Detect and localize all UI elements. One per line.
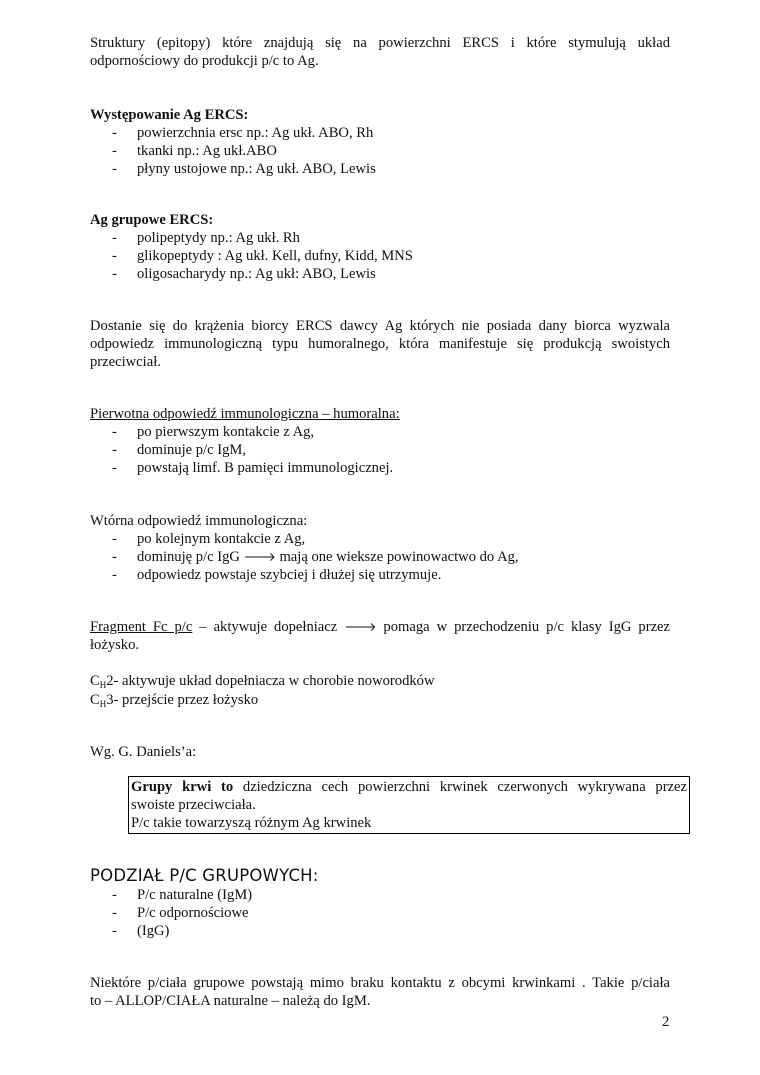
list-item-text: dominuję p/c IgG: [137, 549, 240, 565]
dostanie-paragraph: [90, 317, 670, 371]
dash-marker: -: [112, 531, 117, 547]
dash-marker: -: [112, 125, 117, 141]
list-item-text: polipeptydy np.: Ag ukł. Rh: [137, 230, 300, 246]
arrow-right-icon: 🡒: [243, 550, 276, 564]
dash-marker: -: [112, 905, 117, 921]
fragment-paragraph: [90, 618, 670, 654]
dostanie-line-2: odpowiedz immunologiczną typu humoralnego, która manifestuje się produkcją swoistych: [90, 336, 670, 352]
ch3-line: [90, 691, 670, 710]
list-item: [90, 548, 670, 566]
box-line-1-text: dziedziczna cech powierzchni krwinek czerwonych wykrywana przez: [233, 779, 688, 795]
dash-marker: -: [112, 143, 117, 159]
list-item: [90, 904, 670, 922]
pierwotna-title: Pierwotna odpowiedź immunologiczna – humoralna:: [90, 406, 400, 422]
niektore-line-2: to – ALLOP/CIAŁA naturalne – należą do IgM.: [90, 993, 371, 1009]
ch-letter: C: [90, 692, 100, 708]
niektore-paragraph: [90, 974, 670, 1010]
arrow-right-icon: 🡒: [344, 620, 377, 634]
ch3-text: 3- przejście przez łożysko: [106, 692, 259, 708]
podzial-title: PODZIAŁ P/C GRUPOWYCH:: [90, 866, 319, 885]
fragment-text-2: pomaga w przechodzeniu p/c klasy IgG przez: [376, 619, 671, 635]
list-item: [90, 886, 670, 904]
list-item-text: glikopeptydy : Ag ukł. Kell, dufny, Kidd, MNS: [137, 248, 413, 264]
fragment-line-1: [90, 618, 670, 636]
list-item-text: P/c odpornościowe: [137, 905, 249, 921]
fragment-text-1: – aktywuje dopełniacz: [192, 619, 345, 635]
box-line-3: P/c takie towarzyszą różnym Ag krwinek: [131, 815, 372, 831]
ch-section: [90, 672, 670, 710]
list-item: [90, 247, 670, 265]
intro-line-2: odpornościowy do produkcji p/c to Ag.: [90, 53, 319, 69]
grupowe-list: [90, 229, 670, 283]
intro-line-1: Struktury (epitopy) które znajdują się na powierzchni ERCS i które stymulują układ: [90, 35, 670, 51]
box-line-2: swoiste przeciwciała.: [131, 797, 256, 813]
wtorna-list: [90, 530, 670, 584]
ch2-text: 2- aktywuje układ dopełniacza w chorobie noworodków: [106, 673, 435, 689]
dash-marker: -: [112, 549, 117, 565]
dash-marker: -: [112, 887, 117, 903]
pierwotna-list: [90, 423, 670, 477]
list-item: [90, 160, 670, 178]
list-item-text: dominuje p/c IgM,: [137, 442, 247, 458]
fragment-line-2: łożysko.: [90, 637, 140, 653]
ch-subscript: H: [99, 680, 107, 690]
list-item: [90, 922, 670, 940]
podzial-list: [90, 886, 670, 940]
list-item: [90, 142, 670, 160]
list-item: [90, 530, 670, 548]
wystepowanie-section: [90, 106, 670, 178]
list-item: [90, 124, 670, 142]
dash-marker: -: [112, 161, 117, 177]
list-item-text: tkanki np.: Ag ukł.ABO: [137, 143, 277, 159]
ch-letter: C: [90, 673, 100, 689]
list-item: [90, 423, 670, 441]
dash-marker: -: [112, 230, 117, 246]
dash-marker: -: [112, 442, 117, 458]
list-item-text: płyny ustojowe np.: Ag ukł. ABO, Lewis: [137, 161, 376, 177]
podzial-section: [90, 866, 670, 940]
dash-marker: -: [112, 460, 117, 476]
daniels-line: [90, 743, 670, 761]
wtorna-section: [90, 512, 670, 584]
pierwotna-section: [90, 405, 670, 477]
list-item-text: po pierwszym kontakcie z Ag,: [137, 424, 315, 440]
box-bold-term: Grupy krwi to: [131, 779, 234, 795]
list-item-text: mają one wieksze powinowactwo do Ag,: [275, 549, 519, 565]
daniels-text: Wg. G. Daniels’a:: [90, 744, 197, 760]
dash-marker: -: [112, 248, 117, 264]
list-item-text: powierzchnia ersc np.: Ag ukł. ABO, Rh: [137, 125, 374, 141]
wystepowanie-title: Występowanie Ag ERCS:: [90, 107, 249, 123]
list-item-text: po kolejnym kontakcie z Ag,: [137, 531, 306, 547]
list-item-text: powstają limf. B pamięci immunologicznej.: [137, 460, 394, 476]
list-item: [90, 441, 670, 459]
list-item-text: (IgG): [137, 923, 170, 939]
box-line-1: [129, 778, 689, 796]
dash-marker: -: [112, 266, 117, 282]
dash-marker: -: [112, 424, 117, 440]
list-item: [90, 459, 670, 477]
fragment-label: Fragment Fc p/c: [90, 619, 193, 635]
dash-marker: -: [112, 567, 117, 583]
definition-box: [128, 776, 690, 834]
wystepowanie-list: [90, 124, 670, 178]
ch2-line: [90, 672, 670, 691]
list-item-text: oligosacharydy np.: Ag ukł: ABO, Lewis: [137, 266, 376, 282]
list-item: [90, 229, 670, 247]
list-item-text: odpowiedz powstaje szybciej i dłużej się utrzymuje.: [137, 567, 442, 583]
grupowe-title: Ag grupowe ERCS:: [90, 212, 214, 228]
page-number: 2: [662, 1014, 670, 1030]
list-item: [90, 265, 670, 283]
dash-marker: -: [112, 923, 117, 939]
grupowe-section: [90, 211, 670, 283]
wtorna-title: Wtórna odpowiedź immunologiczna:: [90, 513, 308, 529]
ch-subscript: H: [99, 699, 107, 709]
intro-paragraph: [90, 34, 670, 70]
dostanie-line-1: Dostanie się do krążenia biorcy ERCS dawcy Ag których nie posiada dany biorca wyzwala: [90, 318, 670, 334]
dostanie-line-3: przeciwciał.: [90, 354, 161, 370]
niektore-line-1: Niektóre p/ciała grupowe powstają mimo braku kontaktu z obcymi krwinkami . Takie p/ciała: [90, 975, 670, 991]
list-item-text: P/c naturalne (IgM): [137, 887, 253, 903]
list-item: [90, 566, 670, 584]
